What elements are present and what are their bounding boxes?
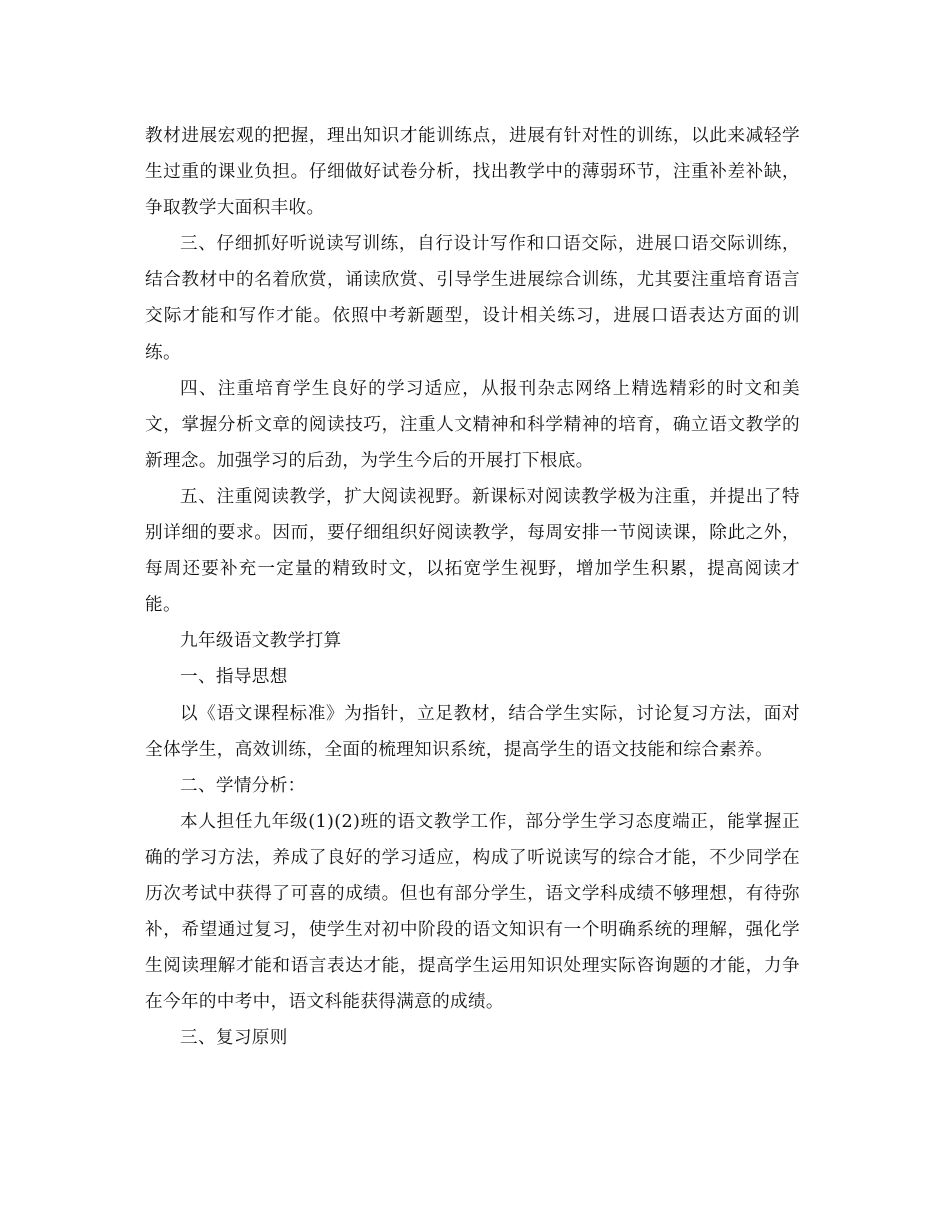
paragraph-study-habits: 四、注重培育学生良好的学习适应，从报刊杂志网络上精选精彩的时文和美文，掌握分析文章的阅读技巧，注重人文精神和科学精神的培育，确立语文教学的新理念。加强学习的后劲，为学生今后的开展打下根底。 <box>145 378 800 471</box>
heading-review-principles: 三、复习原则 <box>180 1028 288 1049</box>
document-page <box>145 118 800 1056</box>
paragraph-student-analysis: 本人担任九年级(1)(2)班的语文教学工作，部分学生学习态度端正，能掌握正确的学习方法，养成了良好的学习适应，构成了听说读写的综合才能，不少同学在历次考试中获得了可喜的成绩。但也有部分学生，语文学科成绩不够理想，有待弥补，希望通过复习，使学生对初中阶段的语文知识有一个明确系统的理解，强化学生阅读理解才能和语言表达才能，提高学生运用知识处理实际咨询题的才能，力争在今年的中考中，语文科能获得满意的成绩。 <box>145 811 800 1013</box>
paragraph-reading-teaching: 五、注重阅读教学，扩大阅读视野。新课标对阅读教学极为注重，并提出了特别详细的要求。因而，要仔细组织好阅读教学，每周安排一节阅读课，除此之外，每周还要补充一定量的精致时文，以拓宽学生视野，增加学生积累，提高阅读才能。 <box>145 486 800 616</box>
paragraph-guiding-ideology: 以《语文课程标准》为指针，立足教材，结合学生实际，讨论复习方法，面对全体学生，高效训练，全面的梳理知识系统，提高学生的语文技能和综合素养。 <box>145 703 800 760</box>
paragraph-continuation: 教材进展宏观的把握，理出知识才能训练点，进展有针对性的训练，以此来减轻学生过重的课业负担。仔细做好试卷分析，找出教学中的薄弱环节，注重补差补缺，争取教学大面积丰收。 <box>145 126 800 219</box>
heading-student-analysis: 二、学情分析： <box>180 775 306 796</box>
heading-guiding-ideology: 一、指导思想 <box>180 667 288 688</box>
paragraph-listening-speaking: 三、仔细抓好听说读写训练，自行设计写作和口语交际，进展口语交际训练，结合教材中的名着欣赏，诵读欣赏、引导学生进展综合训练，尤其要注重培育语言交际才能和写作才能。依照中考新题型，设计相关练习，进展口语表达方面的训练。 <box>145 234 800 363</box>
section-title-grade9-plan: 九年级语文教学打算 <box>180 631 342 652</box>
